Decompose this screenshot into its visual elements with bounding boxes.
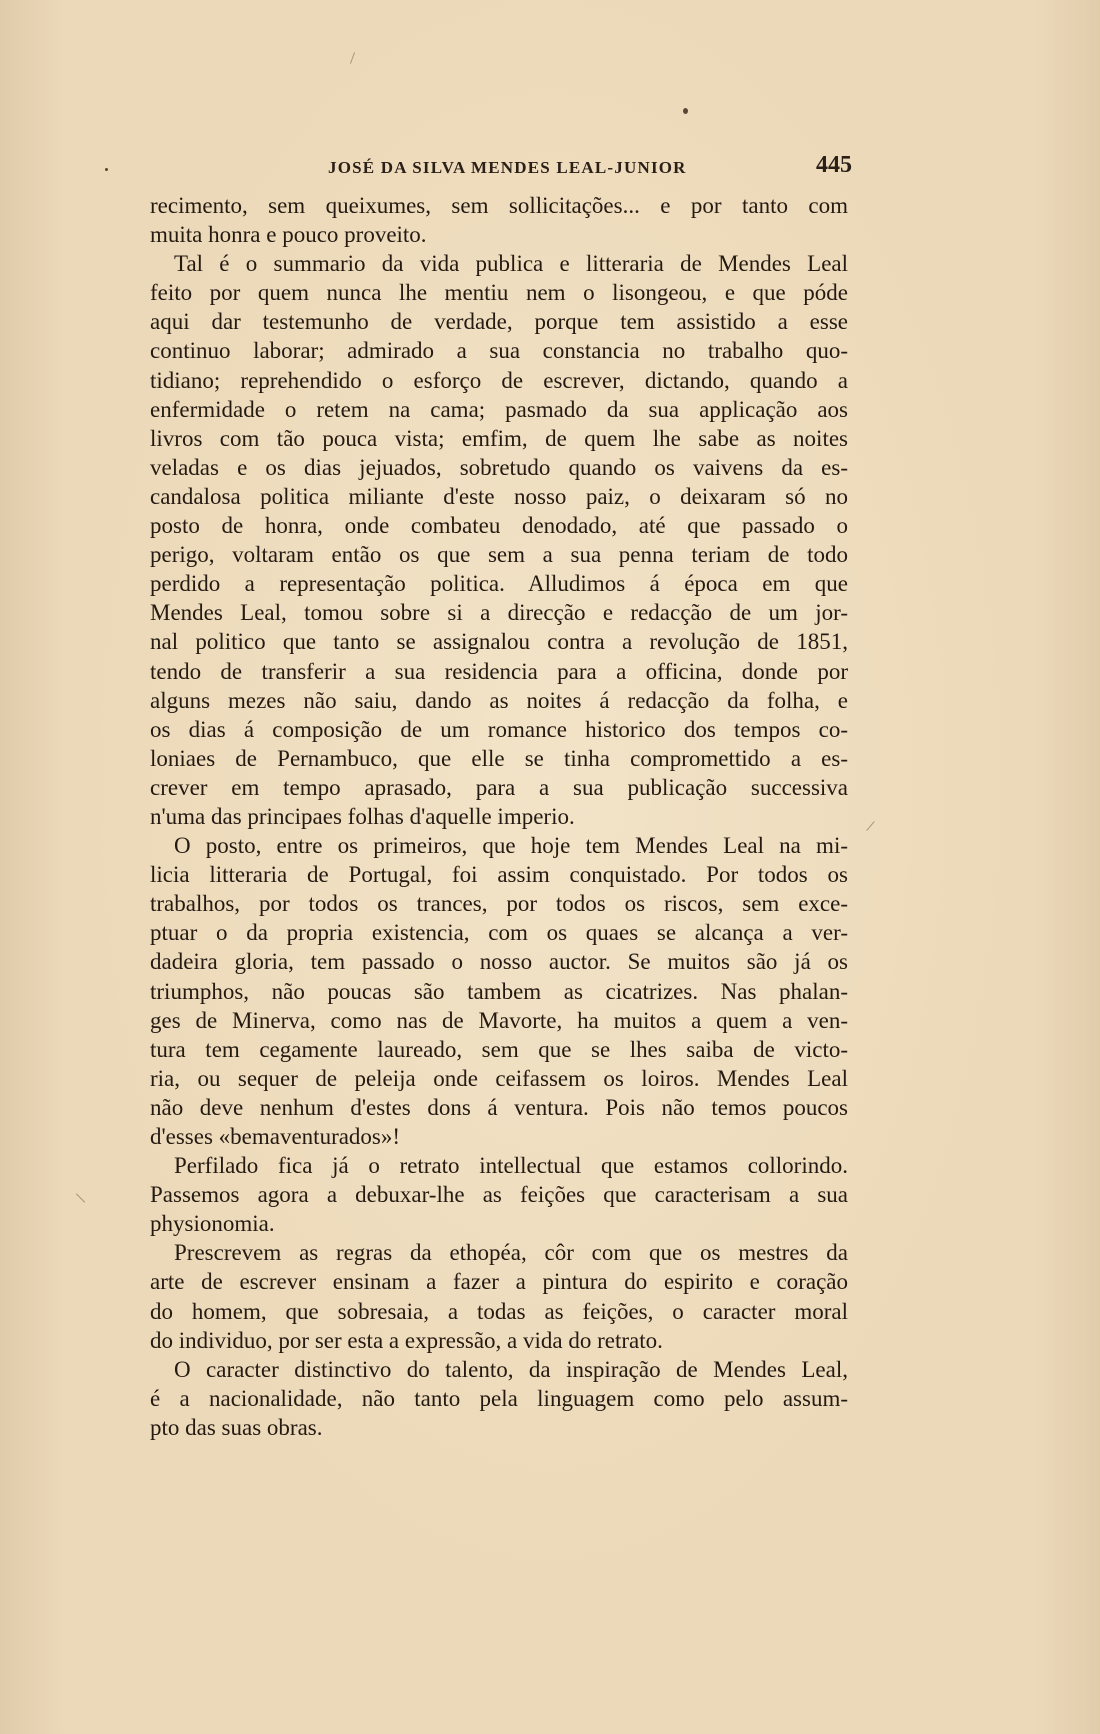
text-line: n'uma das principaes folhas d'aquelle imperio. bbox=[150, 803, 575, 829]
text-line: do individuo, por ser esta a expressão, a vida do retrato. bbox=[150, 1327, 663, 1353]
running-head: JOSÉ DA SILVA MENDES LEAL-JUNIOR bbox=[328, 158, 687, 177]
text-line: continuo laborar; admirado a sua constancia no trabalho quo- bbox=[150, 338, 848, 364]
text-line: Mendes Leal, tomou sobre si a direcção e redacção de um jor- bbox=[150, 600, 848, 626]
text-line: feito por quem nunca lhe mentiu nem o lisongeou, e que póde bbox=[150, 280, 848, 306]
ink-speck bbox=[105, 168, 108, 171]
text-line: do homem, que sobresaia, a todas as feições, o caracter moral bbox=[150, 1298, 848, 1324]
page-number: 445 bbox=[816, 152, 852, 178]
paper-mark bbox=[76, 1193, 85, 1202]
text-line: nal politico que tanto se assignalou contra a revolução de 1851, bbox=[150, 629, 848, 655]
text-line: triumphos, não poucas são tambem as cicatrizes. Nas phalan- bbox=[150, 978, 848, 1004]
text-line: recimento, sem queixumes, sem sollicitações... e por tanto com bbox=[150, 193, 848, 218]
text-line: dadeira gloria, tem passado o nosso auctor. Se muitos são já os bbox=[150, 949, 848, 975]
text-line: licia litteraria de Portugal, foi assim conquistado. Por todos os bbox=[150, 862, 848, 888]
paragraph bbox=[150, 831, 848, 1151]
text-line: perigo, voltaram então os que sem a sua penna teriam de todo bbox=[150, 542, 848, 568]
text-line: os dias á composição de um romance historico dos tempos co- bbox=[150, 716, 848, 742]
text-line: veladas e os dias jejuados, sobretudo quando os vaivens da es- bbox=[150, 454, 848, 480]
text-line: tura tem cegamente laureado, sem que se lhes saiba de victo- bbox=[150, 1036, 848, 1062]
text-line: enfermidade o retem na cama; pasmado da sua applicação aos bbox=[150, 396, 848, 422]
text-line: trabalhos, por todos os trances, por todos os riscos, sem exce- bbox=[150, 891, 848, 917]
paragraph bbox=[150, 1355, 848, 1442]
text-line: tidiano; reprehendido o esforço de escrever, dictando, quando a bbox=[150, 367, 848, 393]
paragraph bbox=[150, 1151, 848, 1238]
text-line: ria, ou sequer de peleija onde ceifassem os loiros. Mendes Leal bbox=[150, 1065, 848, 1091]
text-line: candalosa politica miliante d'este nosso paiz, o deixaram só no bbox=[150, 483, 848, 509]
text-line: tendo de transferir a sua residencia para a officina, donde por bbox=[150, 658, 848, 684]
page-header bbox=[150, 152, 852, 188]
text-line: loniaes de Pernambuco, que elle se tinha compromettido a es- bbox=[150, 745, 848, 771]
text-line: arte de escrever ensinam a fazer a pintura do espirito e coração bbox=[150, 1269, 848, 1295]
ink-speck bbox=[683, 108, 688, 114]
paragraph bbox=[150, 191, 848, 249]
text-line: crever em tempo aprasado, para a sua publicação successiva bbox=[150, 774, 848, 800]
text-line: alguns mezes não saiu, dando as noites á redacção da folha, e bbox=[150, 687, 848, 713]
paper-mark bbox=[350, 52, 355, 64]
text-line: d'esses «bemaventurados»! bbox=[150, 1124, 401, 1149]
paragraph bbox=[150, 249, 848, 831]
paper-mark bbox=[866, 821, 874, 831]
text-line: O posto, entre os primeiros, que hoje tem Mendes Leal na mi- bbox=[174, 833, 848, 859]
text-line: ptuar o da propria existencia, com os quaes se alcança a ver- bbox=[150, 920, 848, 946]
text-line: é a nacionalidade, não tanto pela linguagem como pelo assum- bbox=[150, 1385, 848, 1411]
text-line: não deve nenhum d'estes dons á ventura. Pois não temos poucos bbox=[150, 1094, 848, 1120]
body-text bbox=[150, 191, 848, 1442]
text-line: muita honra e pouco proveito. bbox=[150, 222, 427, 248]
text-line: aqui dar testemunho de verdade, porque tem assistido a esse bbox=[150, 309, 848, 335]
text-line: Passemos agora a debuxar-lhe as feições que caracterisam a sua bbox=[150, 1182, 848, 1208]
text-line: perdido a representação politica. Alludimos á época em que bbox=[150, 571, 848, 597]
text-line: livros com tão pouca vista; emfim, de quem lhe sabe as noites bbox=[150, 425, 848, 451]
text-line: O caracter distinctivo do talento, da inspiração de Mendes Leal, bbox=[174, 1356, 848, 1382]
text-line: Tal é o summario da vida publica e litteraria de Mendes Leal bbox=[174, 251, 848, 277]
text-line: ges de Minerva, como nas de Mavorte, ha muitos a quem a ven- bbox=[150, 1007, 848, 1033]
text-line: posto de honra, onde combateu denodado, até que passado o bbox=[150, 513, 848, 539]
paragraph bbox=[150, 1238, 848, 1354]
text-line: physionomia. bbox=[150, 1211, 275, 1237]
text-line: pto das suas obras. bbox=[150, 1414, 323, 1440]
text-line: Perfilado fica já o retrato intellectual que estamos collorindo. bbox=[174, 1153, 848, 1179]
text-line: Prescrevem as regras da ethopéa, côr com que os mestres da bbox=[174, 1240, 848, 1266]
